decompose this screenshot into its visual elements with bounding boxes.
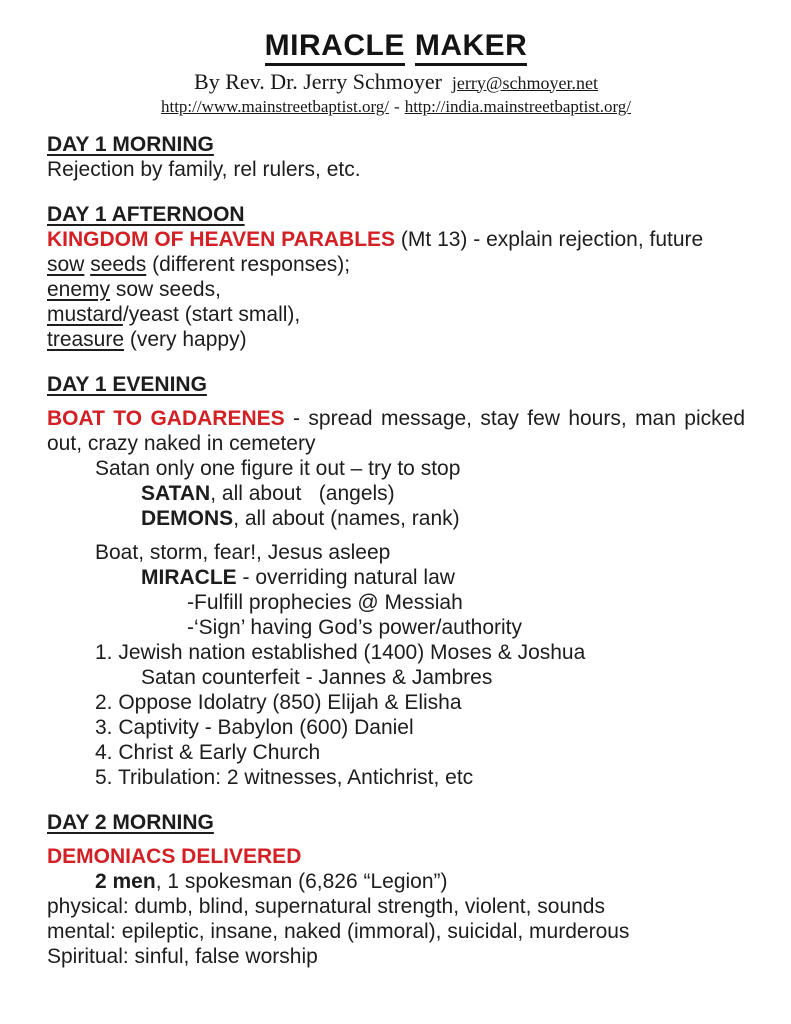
text-line — [47, 302, 745, 327]
text-segment: Rejection by family, rel rulers, etc. — [47, 157, 361, 181]
text-segment: DAY 1 EVENING — [47, 372, 207, 396]
text-segment: , all about (names, rank) — [233, 506, 460, 530]
email-link[interactable]: jerry@schmoyer.net — [451, 72, 598, 93]
topic-title: KINGDOM OF HEAVEN PARABLES — [47, 227, 396, 251]
text-segment: DAY 1 AFTERNOON — [47, 202, 245, 226]
text-line — [47, 894, 745, 919]
text-line — [47, 456, 745, 481]
text-segment: physical: dumb, blind, supernatural strength, violent, sounds — [47, 894, 605, 918]
text-segment: DAY 2 MORNING — [47, 810, 214, 834]
title-word-miracle: MIRACLE — [265, 30, 405, 66]
byline-author: By Rev. Dr. Jerry Schmoyer — [194, 68, 442, 94]
text-segment: , 1 spokesman (6,826 “Legion”) — [155, 869, 448, 893]
bold-term: SATAN — [141, 481, 211, 505]
text-segment: DAY 1 MORNING — [47, 132, 214, 156]
underlined-term: enemy — [47, 277, 111, 301]
text-line — [47, 565, 745, 590]
url-link-india[interactable]: http://india.mainstreetbaptist.org/ — [404, 96, 632, 116]
text-line — [47, 715, 745, 740]
document-body — [47, 132, 745, 969]
text-line — [47, 615, 745, 640]
text-line — [47, 481, 745, 506]
text-segment: Spiritual: sinful, false worship — [47, 944, 318, 968]
page-title — [47, 28, 745, 66]
text-line — [47, 640, 745, 665]
text-line — [47, 157, 745, 182]
bold-term: MIRACLE — [141, 565, 237, 589]
text-line — [47, 227, 745, 252]
section-heading — [47, 372, 745, 397]
text-segment: -‘Sign’ having God’s power/authority — [187, 615, 523, 639]
text-line — [47, 252, 745, 277]
underlined-term: treasure — [47, 327, 125, 351]
text-line — [47, 765, 745, 790]
text-segment: , all about (angels) — [210, 481, 395, 505]
text-line — [47, 327, 745, 352]
text-line — [47, 740, 745, 765]
text-line — [47, 506, 745, 531]
url-line — [47, 96, 745, 117]
text-segment: 2. Oppose Idolatry (850) Elijah & Elisha — [95, 690, 462, 714]
text-segment: 3. Captivity - Babylon (600) Daniel — [95, 715, 414, 739]
underlined-term: sow — [47, 252, 85, 276]
underlined-term: mustard — [47, 302, 123, 326]
text-line — [47, 944, 745, 969]
section-heading — [47, 132, 745, 157]
text-segment: Boat, storm, fear!, Jesus asleep — [95, 540, 391, 564]
text-line — [47, 690, 745, 715]
underlined-term: seeds — [90, 252, 147, 276]
text-segment: - overriding natural law — [236, 565, 455, 589]
text-segment: Satan counterfeit - Jannes & Jambres — [141, 665, 493, 689]
text-segment: 1. Jewish nation established (1400) Moses & Joshua — [95, 640, 586, 664]
topic-title: BOAT TO GADARENES — [47, 406, 285, 430]
bold-term: 2 men — [95, 869, 156, 893]
text-segment: /yeast (start small), — [122, 302, 301, 326]
text-line — [47, 277, 745, 302]
title-word-maker: MAKER — [415, 30, 528, 66]
section-heading — [47, 810, 745, 835]
url-link-main[interactable]: http://www.mainstreetbaptist.org/ — [160, 96, 390, 116]
text-segment: -Fulfill prophecies @ Messiah — [187, 590, 463, 614]
text-segment: sow seeds, — [110, 277, 221, 301]
bold-term: DEMONS — [141, 506, 234, 530]
text-segment: (Mt 13) - explain rejection, future — [395, 227, 704, 251]
section-heading — [47, 202, 745, 227]
text-segment: (very happy) — [124, 327, 247, 351]
text-line — [47, 590, 745, 615]
text-line — [47, 844, 745, 869]
text-segment: 5. Tribulation: 2 witnesses, Antichrist, etc — [95, 765, 474, 789]
text-segment: Satan only one figure it out – try to stop — [95, 456, 461, 480]
topic-title: DEMONIACS DELIVERED — [47, 844, 302, 868]
text-line — [47, 869, 745, 894]
document-header — [47, 28, 745, 117]
text-paragraph — [47, 406, 745, 456]
text-line — [47, 919, 745, 944]
text-line — [47, 665, 745, 690]
text-segment: (different responses); — [146, 252, 351, 276]
byline — [47, 69, 745, 96]
text-segment: - spread message, stay few hours, man picked out, crazy naked in cemetery — [47, 406, 745, 455]
text-segment: 4. Christ & Early Church — [95, 740, 321, 764]
url-separator: - — [394, 96, 400, 116]
text-segment: mental: epileptic, insane, naked (immoral), suicidal, murderous — [47, 919, 630, 943]
text-line — [47, 540, 745, 565]
